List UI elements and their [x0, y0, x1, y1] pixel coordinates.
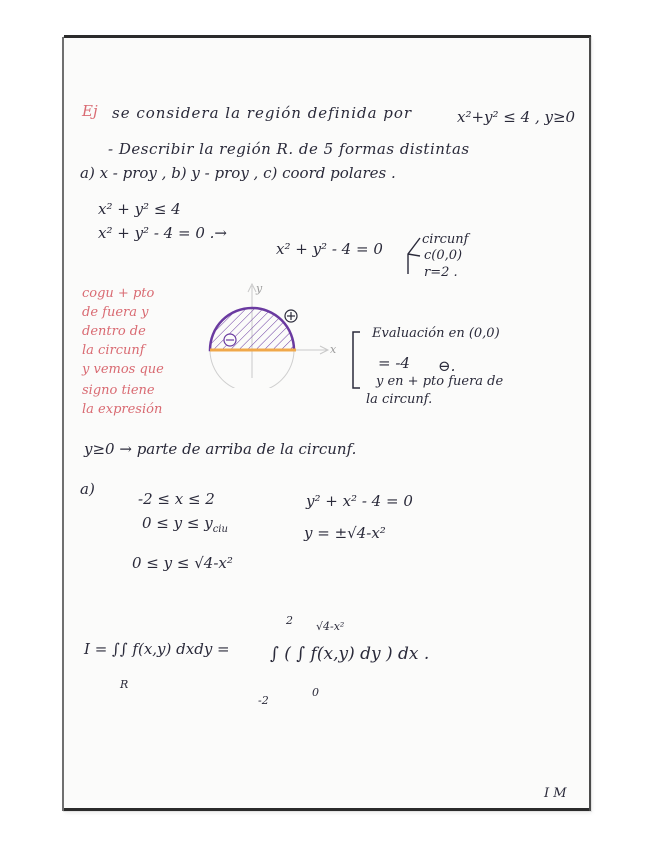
evaluation-sign: ⊖. [438, 357, 456, 375]
scan-edge-bottom [64, 808, 591, 811]
region-label: R [120, 678, 129, 691]
note-line: dentro de [82, 324, 146, 339]
scan-edge-right [589, 37, 591, 811]
problem-condition: x²+y² ≤ 4 , y≥0 [457, 108, 576, 126]
circle-radius: r=2 . [424, 265, 458, 280]
equation-left: x² + y² - 4 = 0 .→ [98, 224, 227, 242]
note-line: la circunf [82, 343, 145, 358]
inequality: x² + y² ≤ 4 [98, 200, 181, 218]
page-initials: I M [544, 786, 567, 801]
integral-rhs: ∫ ( ∫ f(x,y) dy ) dx . [270, 644, 430, 664]
evaluation-bracket [350, 330, 362, 392]
integral-lhs: I = ∫∫ f(x,y) dxdy = [84, 640, 230, 658]
axis-x-label: x [330, 343, 337, 356]
y-range: $0 \le y \le y_{ciu}$ [142, 514, 228, 535]
problem-statement: se considera la región definida por [112, 104, 413, 122]
note-line: y vemos que [82, 362, 164, 377]
evaluation-value: = -4 [378, 354, 410, 372]
outer-upper-limit: 2 [286, 614, 293, 627]
y-condition: y≥0 → parte de arriba de la circunf. [84, 440, 357, 458]
task-line: - Describir la región R. de 5 formas distintas [108, 140, 470, 158]
circle-label: circunf [422, 232, 469, 247]
evaluation-outside: y en + pto fuera de [376, 374, 504, 389]
part-a-label: a) [80, 480, 95, 498]
evaluation-title: Evaluación en (0,0) [372, 326, 500, 341]
axis-y-label: y [256, 282, 263, 295]
note-line: cogu + pto [82, 286, 155, 301]
solve-result: y = ±√4-x² [304, 524, 386, 542]
solve-equation: y² + x² - 4 = 0 [306, 492, 413, 510]
y-range-explicit: 0 ≤ y ≤ √4-x² [132, 554, 233, 572]
inner-upper-limit: √4-x² [316, 620, 345, 633]
scan-edge-top [64, 35, 591, 38]
circle-center: c(0,0) [424, 248, 463, 263]
x-range: -2 ≤ x ≤ 2 [138, 490, 215, 508]
evaluation-outside-2: la circunf. [366, 392, 433, 407]
inner-lower-limit: 0 [312, 686, 319, 699]
note-line: signo tiene [82, 383, 155, 398]
exercise-label: Ej [82, 102, 98, 120]
task-options: a) x - proy , b) y - proy , c) coord polares . [80, 164, 396, 182]
outer-lower-limit: -2 [258, 694, 269, 707]
note-line: de fuera y [82, 305, 149, 320]
scan-edge-left [62, 37, 64, 811]
equation-right: x² + y² - 4 = 0 [276, 240, 383, 258]
brace-bracket [404, 234, 424, 278]
note-line: la expresión [82, 402, 163, 417]
half-disk-diagram [200, 278, 340, 388]
